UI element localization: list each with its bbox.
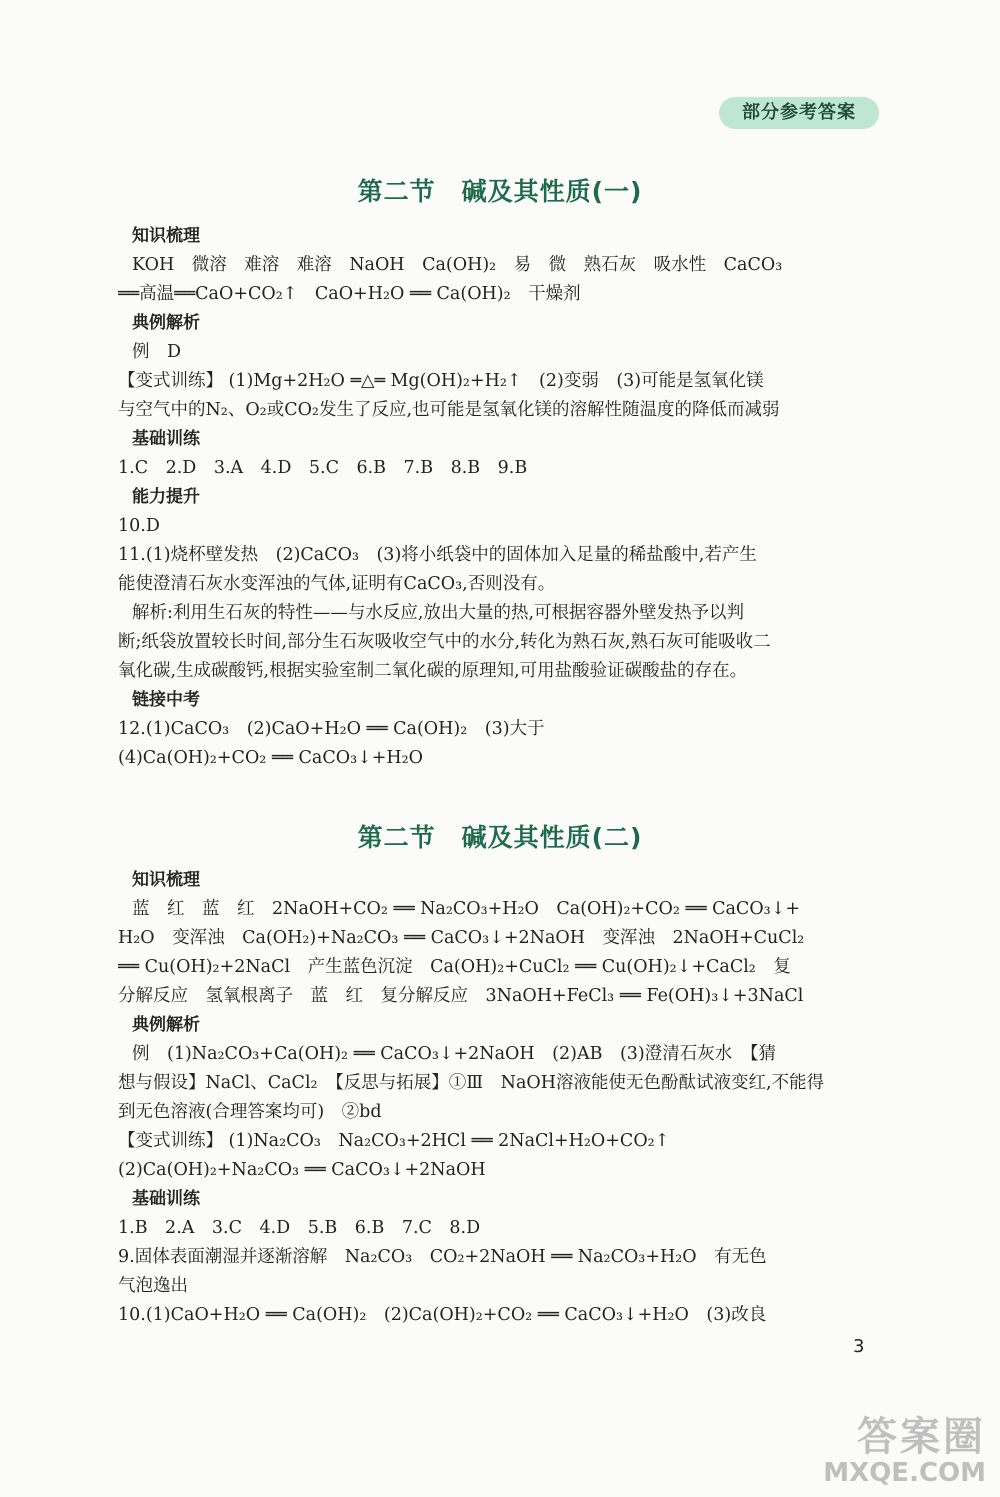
text-line: 11.(1)烧杯壁发热 (2)CaCO₃ (3)将小纸袋中的固体加入足量的稀盐酸中,若产生 (118, 545, 757, 565)
text-line: 【变式训练】 (1)Na₂CO₃ Na₂CO₃+2HCl ══ 2NaCl+H₂O+CO₂↑ (118, 1131, 670, 1151)
text-line: 1.C 2.D 3.A 4.D 5.C 6.B 7.B 8.B 9.B (118, 458, 528, 478)
heading-knowledge: 知识梳理 (132, 226, 200, 246)
text-line: ══高温══CaO+CO₂↑ CaO+H₂O ══ Ca(OH)₂ 干燥剂 (118, 284, 581, 304)
text-line: 解析:利用生石灰的特性——与水反应,放出大量的热,可根据容器外壁发热予以判 (132, 603, 745, 623)
text-line: 9.固体表面潮湿并逐渐溶解 Na₂CO₃ CO₂+2NaOH ══ Na₂CO₃+H₂O 有无色 (118, 1247, 767, 1267)
heading-example: 典例解析 (132, 1015, 200, 1035)
answers-badge: 部分参考答案 (719, 97, 879, 129)
text-line: 氧化碳,生成碳酸钙,根据实验室制二氧化碳的原理知,可用盐酸验证碳酸盐的存在。 (118, 661, 748, 681)
heading-knowledge: 知识梳理 (132, 870, 200, 890)
text-line: 能使澄清石灰水变浑浊的气体,证明有CaCO₃,否则没有。 (118, 574, 556, 594)
text-line: 12.(1)CaCO₃ (2)CaO+H₂O ══ Ca(OH)₂ (3)大于 (118, 719, 545, 739)
heading-basic: 基础训练 (132, 429, 200, 449)
section1-content (118, 222, 898, 773)
text-line: 10.D (118, 516, 160, 536)
watermark (823, 1415, 986, 1487)
text-line: KOH 微溶 难溶 难溶 NaOH Ca(OH)₂ 易 微 熟石灰 吸水性 CaCO₃ (132, 255, 783, 275)
text-line: 断;纸袋放置较长时间,部分生石灰吸收空气中的水分,转化为熟石灰,熟石灰可能吸收二 (118, 632, 771, 652)
heading-ability: 能力提升 (132, 487, 200, 507)
text-line: 与空气中的N₂、O₂或CO₂发生了反应,也可能是氢氧化镁的溶解性随温度的降低而减弱 (118, 400, 780, 420)
text-line: 例 (1)Na₂CO₃+Ca(OH)₂ ══ CaCO₃↓+2NaOH (2)AB (3)澄清石灰水 【猜 (132, 1044, 776, 1064)
text-line: (4)Ca(OH)₂+CO₂ ══ CaCO₃↓+H₂O (118, 748, 424, 768)
text-line: 1.B 2.A 3.C 4.D 5.B 6.B 7.C 8.D (118, 1218, 481, 1238)
text-line: 到无色溶液(合理答案均可) ②bd (118, 1102, 382, 1122)
text-line: 气泡逸出 (118, 1276, 188, 1296)
text-line: 【变式训练】 (1)Mg+2H₂O ═△═ Mg(OH)₂+H₂↑ (2)变弱 (3)可能是氢氧化镁 (118, 371, 764, 391)
heading-exam: 链接中考 (132, 690, 200, 710)
watermark-logo-text: 答案圈 (857, 1414, 986, 1460)
text-line: 分解反应 氢氧根离子 蓝 红 复分解反应 3NaOH+FeCl₃ ══ Fe(OH)₃↓+3NaCl (118, 986, 804, 1006)
text-line: 想与假设】NaCl、CaCl₂ 【反思与拓展】①Ⅲ NaOH溶液能使无色酚酞试液变红,不能得 (118, 1073, 825, 1093)
text-line: H₂O 变浑浊 Ca(OH₂)+Na₂CO₃ ══ CaCO₃↓+2NaOH 变浑浊 2NaOH+CuCl₂ (118, 928, 805, 948)
text-line: 例 D (132, 342, 182, 362)
page-number: 3 (853, 1336, 865, 1357)
text-line: 蓝 红 蓝 红 2NaOH+CO₂ ══ Na₂CO₃+H₂O Ca(OH)₂+CO₂ ══ CaCO₃↓+ (132, 899, 801, 919)
text-line: (2)Ca(OH)₂+Na₂CO₃ ══ CaCO₃↓+2NaOH (118, 1160, 486, 1180)
watermark-url: MXQE.COM (823, 1458, 986, 1488)
section2-content (118, 866, 898, 1330)
heading-example: 典例解析 (132, 313, 200, 333)
heading-basic: 基础训练 (132, 1189, 200, 1209)
section1-title: 第二节 碱及其性质(一) (357, 177, 643, 206)
section2-title: 第二节 碱及其性质(二) (357, 823, 643, 852)
text-line: 10.(1)CaO+H₂O ══ Ca(OH)₂ (2)Ca(OH)₂+CO₂ ══ CaCO₃↓+H₂O (3)改良 (118, 1305, 767, 1325)
text-line: ══ Cu(OH)₂+2NaCl 产生蓝色沉淀 Ca(OH)₂+CuCl₂ ══ Cu(OH)₂↓+CaCl₂ 复 (118, 957, 791, 977)
